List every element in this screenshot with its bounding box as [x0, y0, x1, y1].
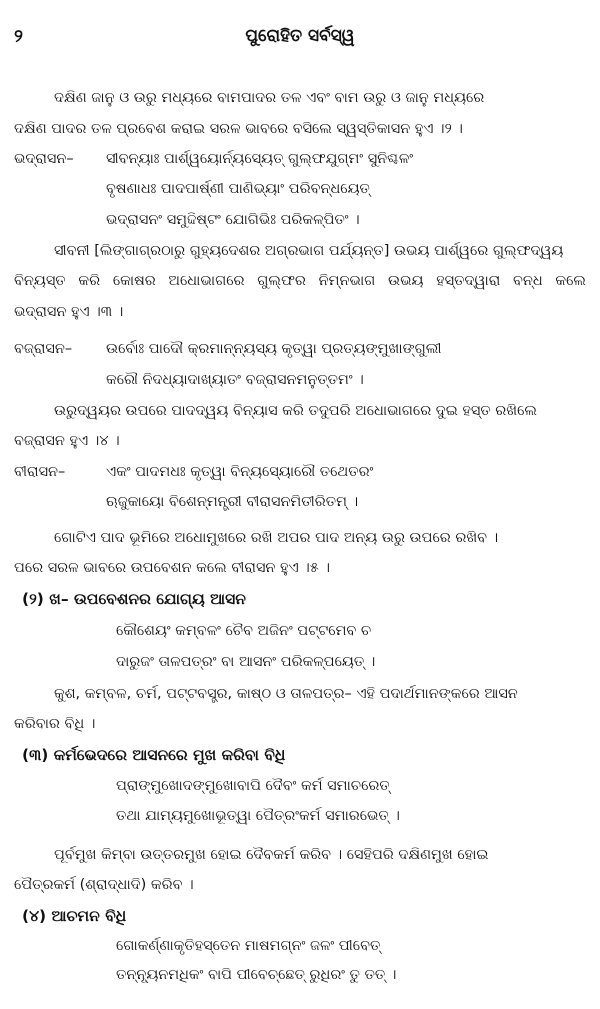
section-heading: (୪) ଆଚମନ ବିଧି [22, 907, 127, 925]
paragraph-line: ଉରୁଦ୍ୱୟର ଉପରେ ପାଦଦ୍ୱୟ ବିନ୍ୟାସ କରି ତଦୁପରି ଅଧୋଭାଗରେ ଦୁଇ ହସ୍ତ ରଖିଲେ [54, 403, 538, 419]
paragraph-line: ସୀବନୀ [ଲିଙ୍ଗାଗ୍ରଠାରୁ ଗୁହ୍ୟଦେଶର ଅଗ୍ରଭାଗ ପର୍ଯ୍ୟନ୍ତ] ଉଭୟ ପାର୍ଶ୍ୱରେ ଗୁଲ୍‌ଫଦ୍ୱୟ [54, 243, 564, 259]
verse-text: ଏକଂ ପାଦମଧଃ କୃତ୍ୱା ବିନ୍ୟସ୍ୟୋରୌ ତଥେତରଂ [106, 464, 374, 480]
verse-line [14, 339, 442, 359]
paragraph-line: କୁଶ, କମ୍ବଳ, ଚର୍ମ, ପଟ୍ଟବସ୍ତ୍ର, କାଷ୍ଠ ଓ ତାଳପତ୍ର– ଏହି ପଦାର୍ଥମାନଙ୍କରେ ଆସନ [54, 686, 518, 702]
paragraph-line: ଦକ୍ଷିଣ ଜାନୁ ଓ ଉରୁ ମଧ୍ୟରେ ବାମପାଦର ତଳ ଏବଂ ବାମ ଉରୁ ଓ ଜାନୁ ମଧ୍ୟରେ [54, 90, 485, 106]
running-title: ପୁରୋହିତ ସର୍ବସ୍ୱ [245, 26, 355, 46]
verse-line: କରୌ ନିଦଧ୍ୟାଦାଖ୍ୟାତଂ ବଜ୍ରାସନମନୁତ୍ତମଂ । [106, 372, 364, 388]
paragraph-line: ବଜ୍ରାସନ ହୁଏ ।୪ । [14, 433, 120, 449]
paragraph-line: ପୈତ୍ରକର୍ମ (ଶ୍ରାଦ୍ଧାଦି) କରିବ । [14, 877, 194, 893]
verse-line: ଦାରୁଜଂ ତାଳପତ୍ରଂ ବା ଆସନଂ ପରିକଳ୍ପୟେତ୍ । [116, 654, 376, 670]
verse-line: ବୃଷଣାଧଃ ପାଦପାର୍ଷ୍ଣୀ ପାଣିଭ୍ୟାଂ ପରିବନ୍ଧୟେତ୍ [106, 181, 370, 197]
verse-line: ତନ୍ନ୍ୟୂନମଧିକଂ ବାପି ପୀବେଚ୍ଛେତ୍ ରୁଧିରଂ ତୁ ତତ୍ । [116, 967, 397, 983]
paragraph-line: କରିବାର ବିଧି । [14, 716, 96, 732]
verse-text: ଉର୍ବୋଃ ପାଦୌ କ୍ରମାନ୍ନ୍ୟସ୍ୟ କୃତ୍ୱା ପ୍ରତ୍ୟଙ୍ମୁଖାଙ୍ଗୁଲୀ [106, 341, 442, 357]
paragraph-line: ଦକ୍ଷିଣ ପାଦର ତଳ ପ୍ରବେଶ କରାଇ ସରଳ ଭାବରେ ବସିଲେ ସ୍ୱସ୍ତିକାସନ ହୁଏ ।୨ । [14, 121, 463, 137]
verse-line [14, 462, 373, 482]
verse-line: ପ୍ରାଙ୍ମୁଖୋଦଙ୍ମୁଖୋବାପି ଦୈବଂ କର୍ମ ସମାଚରେତ୍ [116, 778, 390, 794]
asana-label: ବଜ୍ରାସନ– [14, 341, 73, 357]
paragraph-line: ପୂର୍ବମୁଖ କିମ୍ବା ଉତ୍ତରମୁଖ ହୋଇ ଦୈବକର୍ମ କରିବ । ସେହିପରି ଦକ୍ଷିଣମୁଖ ହୋଇ [54, 847, 489, 863]
section-heading: (୩) କର୍ମଭେଦରେ ଆସନରେ ମୁଖ କରିବା ବିଧି [22, 746, 286, 764]
verse-line: ତଥା ଯାମ୍ୟମୁଖୋଭୂତ୍ୱା ପୈତ୍ରଂକର୍ମ ସମାରଭେତ୍ । [116, 808, 400, 824]
page-header [0, 26, 600, 54]
page-number: ୨ [14, 26, 23, 47]
asana-label: ଭଦ୍ରାସନ– [14, 151, 74, 167]
verse-line: ଭଦ୍ରାସନଂ ସମୁଦ୍ଦିଷ୍ଟଂ ଯୋଗିଭିଃ ପରିକଳ୍ପିତଂ । [106, 212, 360, 228]
verse-line: କୌଶେୟଂ କମ୍ବଳଂ ଚୈବ ଅଜିନଂ ପଟ୍ଟମେବ ଚ [116, 623, 372, 639]
paragraph-line: ଭଦ୍ରାସନ ହୁଏ ।୩ । [14, 304, 124, 320]
verse-line: ଋଜୁକାୟୋ ବିଶେନ୍ମନ୍ତ୍ରୀ ବୀରାସନମିତୀରିତମ୍ । [106, 494, 359, 510]
verse-text: ସୀବନ୍ୟାଃ ପାର୍ଶ୍ୱୟୋର୍ନ୍ୟସ୍ୟେତ୍ ଗୁଲ୍‌ଫଯୁଗ୍ମଂ ସୁନିଶ୍ଚଳଂ [106, 151, 414, 167]
section-heading: (୨) ଖ– ଉପବେଶନର ଯୋଗ୍ୟ ଆସନ [22, 590, 246, 608]
paragraph-line: ଗୋଟିଏ ପାଦ ଭୂମିରେ ଅଧୋମୁଖରେ ରଖି ଅପର ପାଦ ଅନ୍ୟ ଉରୁ ଉପରେ ରଖିବ । [54, 530, 499, 546]
verse-line [14, 149, 413, 169]
asana-label: ବୀରାସନ– [14, 464, 66, 480]
paragraph-line: ପରେ ସରଳ ଭାବରେ ଉପବେଶନ କଲେ ବୀରାସନ ହୁଏ ।୫ । [14, 560, 330, 576]
verse-line: ଗୋକର୍ଣ୍ଣାକୃତିହସ୍ତେନ ମାଷମଗ୍ନଂ ଜଳଂ ପୀବେତ୍ [116, 938, 381, 954]
paragraph-line: ବିନ୍ୟସ୍ତ କରି କୋଷର ଅଧୋଭାଗରେ ଗୁଲ୍‌ଫର ନିମ୍ନଭାଗ ଉଭୟ ହସ୍ତଦ୍ୱାରା ବନ୍ଧ କଲେ [14, 273, 586, 289]
